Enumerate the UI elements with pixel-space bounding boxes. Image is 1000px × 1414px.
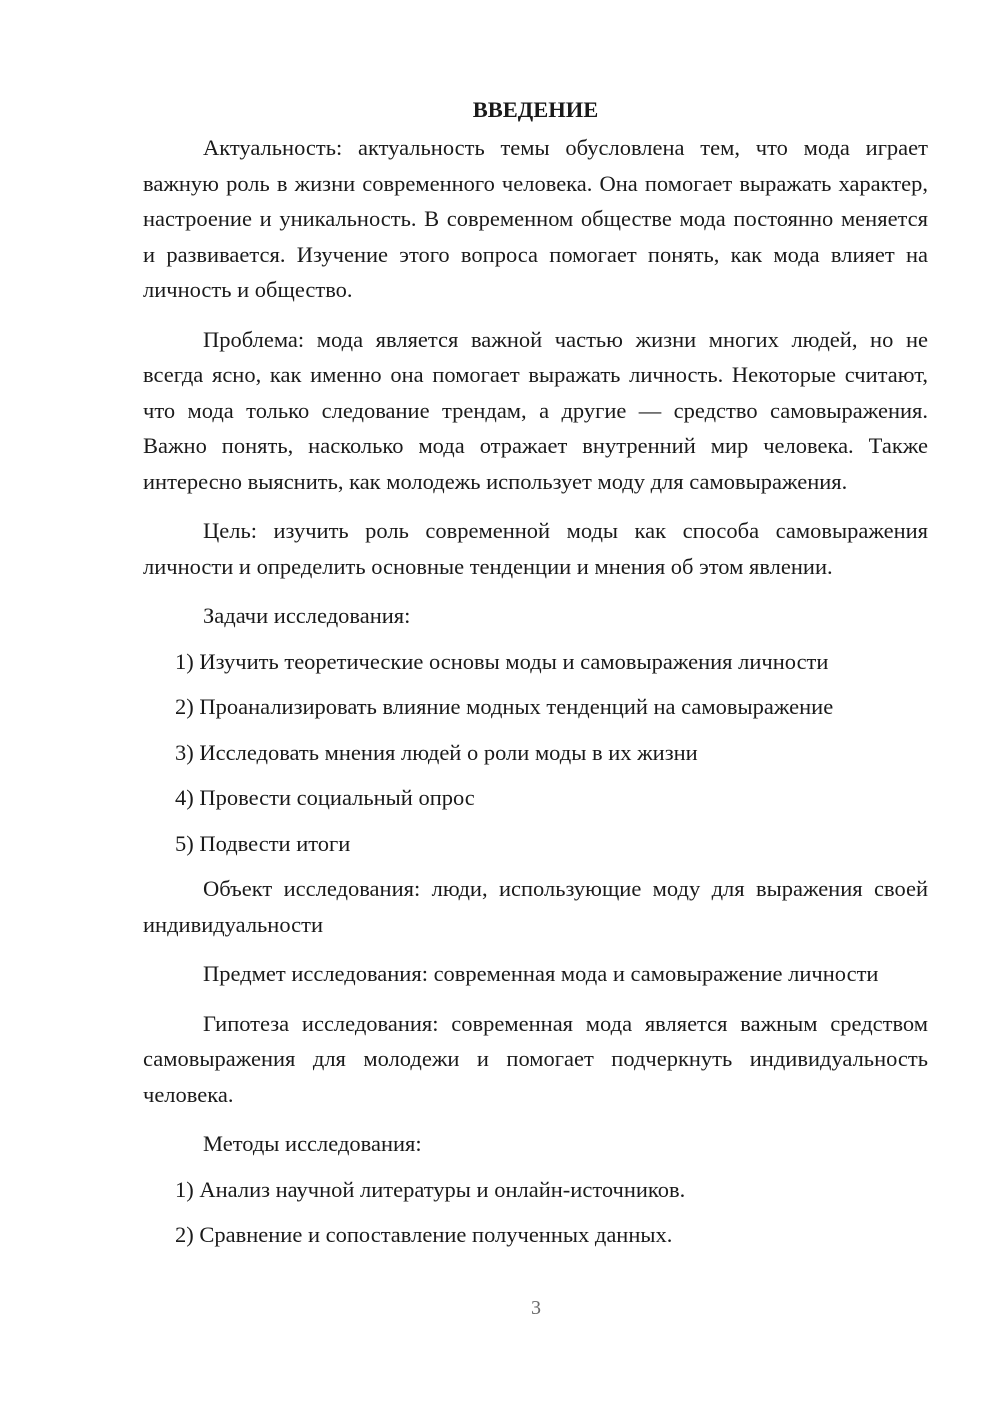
subject-paragraph: Предмет исследования: современная мода и самовыражение личности [203, 961, 879, 986]
methods-heading: Методы исследования: [203, 1131, 422, 1156]
method-item-1: 1) Анализ научной литературы и онлайн-источников. [175, 1176, 686, 1202]
task-item-1: 1) Изучить теоретические основы моды и самовыражения личности [175, 648, 829, 674]
task-item-3: 3) Исследовать мнения людей о роли моды в их жизни [175, 739, 698, 765]
task-item-4: 4) Провести социальный опрос [175, 785, 475, 810]
goal-paragraph: Цель: изучить роль современной моды как способа самовыражения личности и определить основные тенденции и мнения об этом явлении. [143, 518, 928, 579]
method-item-2: 2) Сравнение и сопоставление полученных данных. [175, 1222, 673, 1247]
task-item-5: 5) Подвести итоги [175, 830, 351, 856]
section-title: ВВЕДЕНИЕ [472, 97, 599, 122]
relevance-paragraph: Актуальность: актуальность темы обусловлена тем, что мода играет важную роль в жизни современного человека. Она помогает выражать характер, настроение и уникальность. В современном обществе мода постоянно меняется и развивается. Изучение этого вопроса помогает понять, как мода влияет на личность и общество. [143, 135, 928, 302]
hypothesis-paragraph: Гипотеза исследования: современная мода является важным средством самовыражения для молодежи и помогает подчеркнуть индивидуальность человека. [143, 1010, 928, 1107]
page-number: 3 [531, 1297, 541, 1319]
task-item-2: 2) Проанализировать влияние модных тенденций на самовыражение [175, 694, 834, 719]
page-content [143, 94, 928, 1263]
object-paragraph: Объект исследования: люди, использующие моду для выражения своей индивидуальности [143, 876, 928, 937]
tasks-heading: Задачи исследования: [203, 603, 411, 628]
problem-paragraph: Проблема: мода является важной частью жизни многих людей, но не всегда ясно, как именно она помогает выражать личность. Некоторые считают, что мода только следование трендам, а другие — средство самовыражения. Важно понять, насколько мода отражает внутренний мир человека. Также интересно выяснить, как молодежь использует моду для самовыражения. [143, 326, 928, 494]
